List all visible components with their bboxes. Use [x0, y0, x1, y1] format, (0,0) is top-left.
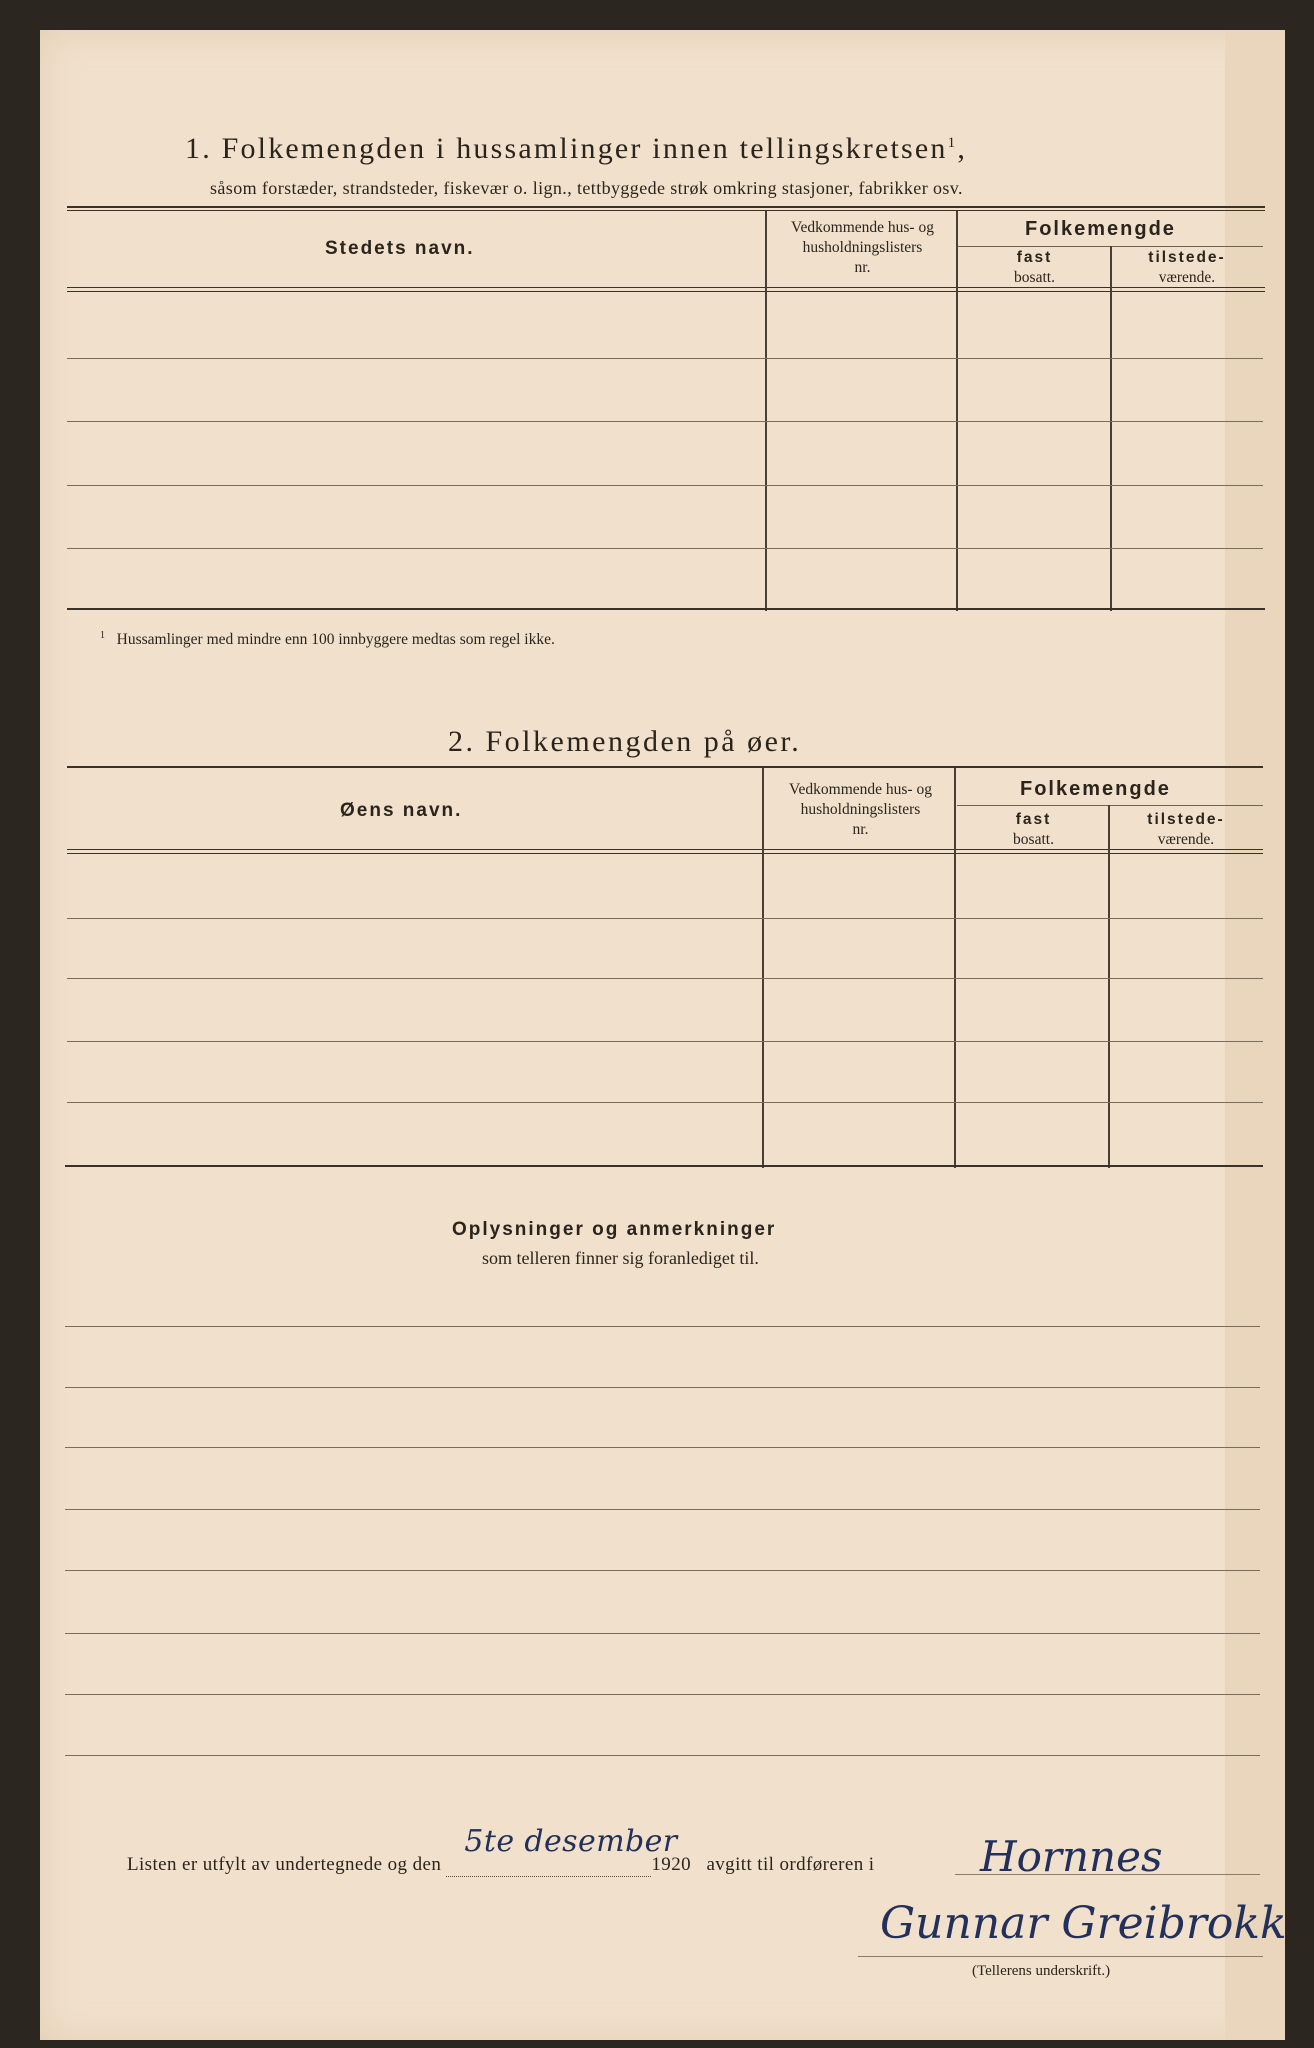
table2-col-list: Vedkommende hus- og husholdningslisters nr. [789, 781, 932, 838]
table2-col-group: Folkemengde [1020, 778, 1171, 800]
remarks-line-7 [65, 1694, 1260, 1695]
census-form-page [40, 30, 1275, 2040]
table1-row-line-4 [67, 548, 1263, 549]
table1-vline-2 [956, 211, 958, 611]
table2-group-rule [957, 805, 1263, 806]
remarks-line-1 [65, 1326, 1260, 1327]
handwritten-signature: Gunnar Greibrokk [880, 1898, 1287, 1949]
table2-bottom-rule [65, 1165, 1263, 1167]
table2-row-line-1 [67, 918, 1263, 919]
table1-bottom-rule [67, 608, 1265, 610]
table1-vline-3 [1110, 246, 1112, 611]
table1-header-rule [67, 287, 1265, 288]
table1-row-line-1 [67, 358, 1263, 359]
section1-subtitle: såsom forstæder, strandsteder, fiskevær o. lign., tettbyggede strøk omkring stasjoner, fabrikker osv. [210, 178, 963, 198]
table2-row-line-3 [67, 1041, 1263, 1042]
signature-caption: (Tellerens underskrift.) [972, 1963, 1111, 1979]
table2-col-til: tilstede- værende. [1147, 811, 1225, 848]
remarks-line-8 [65, 1755, 1260, 1756]
table1-top-rule [67, 206, 1265, 208]
table2-vline-3 [1108, 805, 1110, 1168]
section2-title: 2. Folkemengden på øer. [448, 725, 802, 758]
table2-row-line-2 [67, 978, 1263, 979]
handwritten-date: 5te desember [464, 1824, 678, 1859]
table2-row-line-4 [67, 1102, 1263, 1103]
table1-row-line-3 [67, 485, 1263, 486]
remarks-heading: Oplysninger og anmerkninger [452, 1219, 777, 1240]
remarks-line-3 [65, 1447, 1260, 1448]
table1-col-name: Stedets navn. [325, 238, 475, 259]
signature-statement: Listen er utfylt av undertegnede og den 5te desember 1920 avgitt til ordføreren i [127, 1824, 875, 1875]
table1-col-list: Vedkommende hus- og husholdningslisters nr. [791, 219, 934, 276]
table1-col-fast: fast bosatt. [1014, 249, 1055, 286]
table2-vline-2 [954, 768, 956, 1168]
table1-header-rule-2 [67, 291, 1265, 292]
remarks-line-6 [65, 1633, 1260, 1634]
signature-line [858, 1956, 1263, 1957]
table2-header-rule-2 [67, 853, 1263, 854]
table1-col-group: Folkemengde [1025, 218, 1176, 240]
table1-row-line-2 [67, 421, 1263, 422]
remarks-line-2 [65, 1387, 1260, 1388]
table2-header-rule [67, 849, 1263, 850]
remarks-line-5 [65, 1570, 1260, 1571]
section1-title: 1. Folkemengden i hussamlinger innen tellingskretsen$^1$, [185, 132, 968, 165]
table2-vline-1 [762, 768, 764, 1168]
table1-vline-1 [765, 211, 767, 611]
table1-col-til: tilstede- værende. [1148, 249, 1226, 286]
remarks-subheading: som telleren finner sig foranlediget til. [482, 1248, 759, 1268]
section1-footnote: $^1$ Hussamlinger med mindre enn 100 innbyggere medtas som regel ikke. [100, 630, 555, 649]
handwritten-place: Hornnes [980, 1832, 1163, 1881]
table2-top-rule [67, 766, 1263, 768]
table2-col-name: Øens navn. [340, 800, 463, 821]
table1-top-rule-2 [67, 210, 1265, 211]
remarks-line-4 [65, 1509, 1260, 1510]
table2-col-fast: fast bosatt. [1013, 811, 1054, 848]
page-edge [1225, 30, 1285, 2040]
